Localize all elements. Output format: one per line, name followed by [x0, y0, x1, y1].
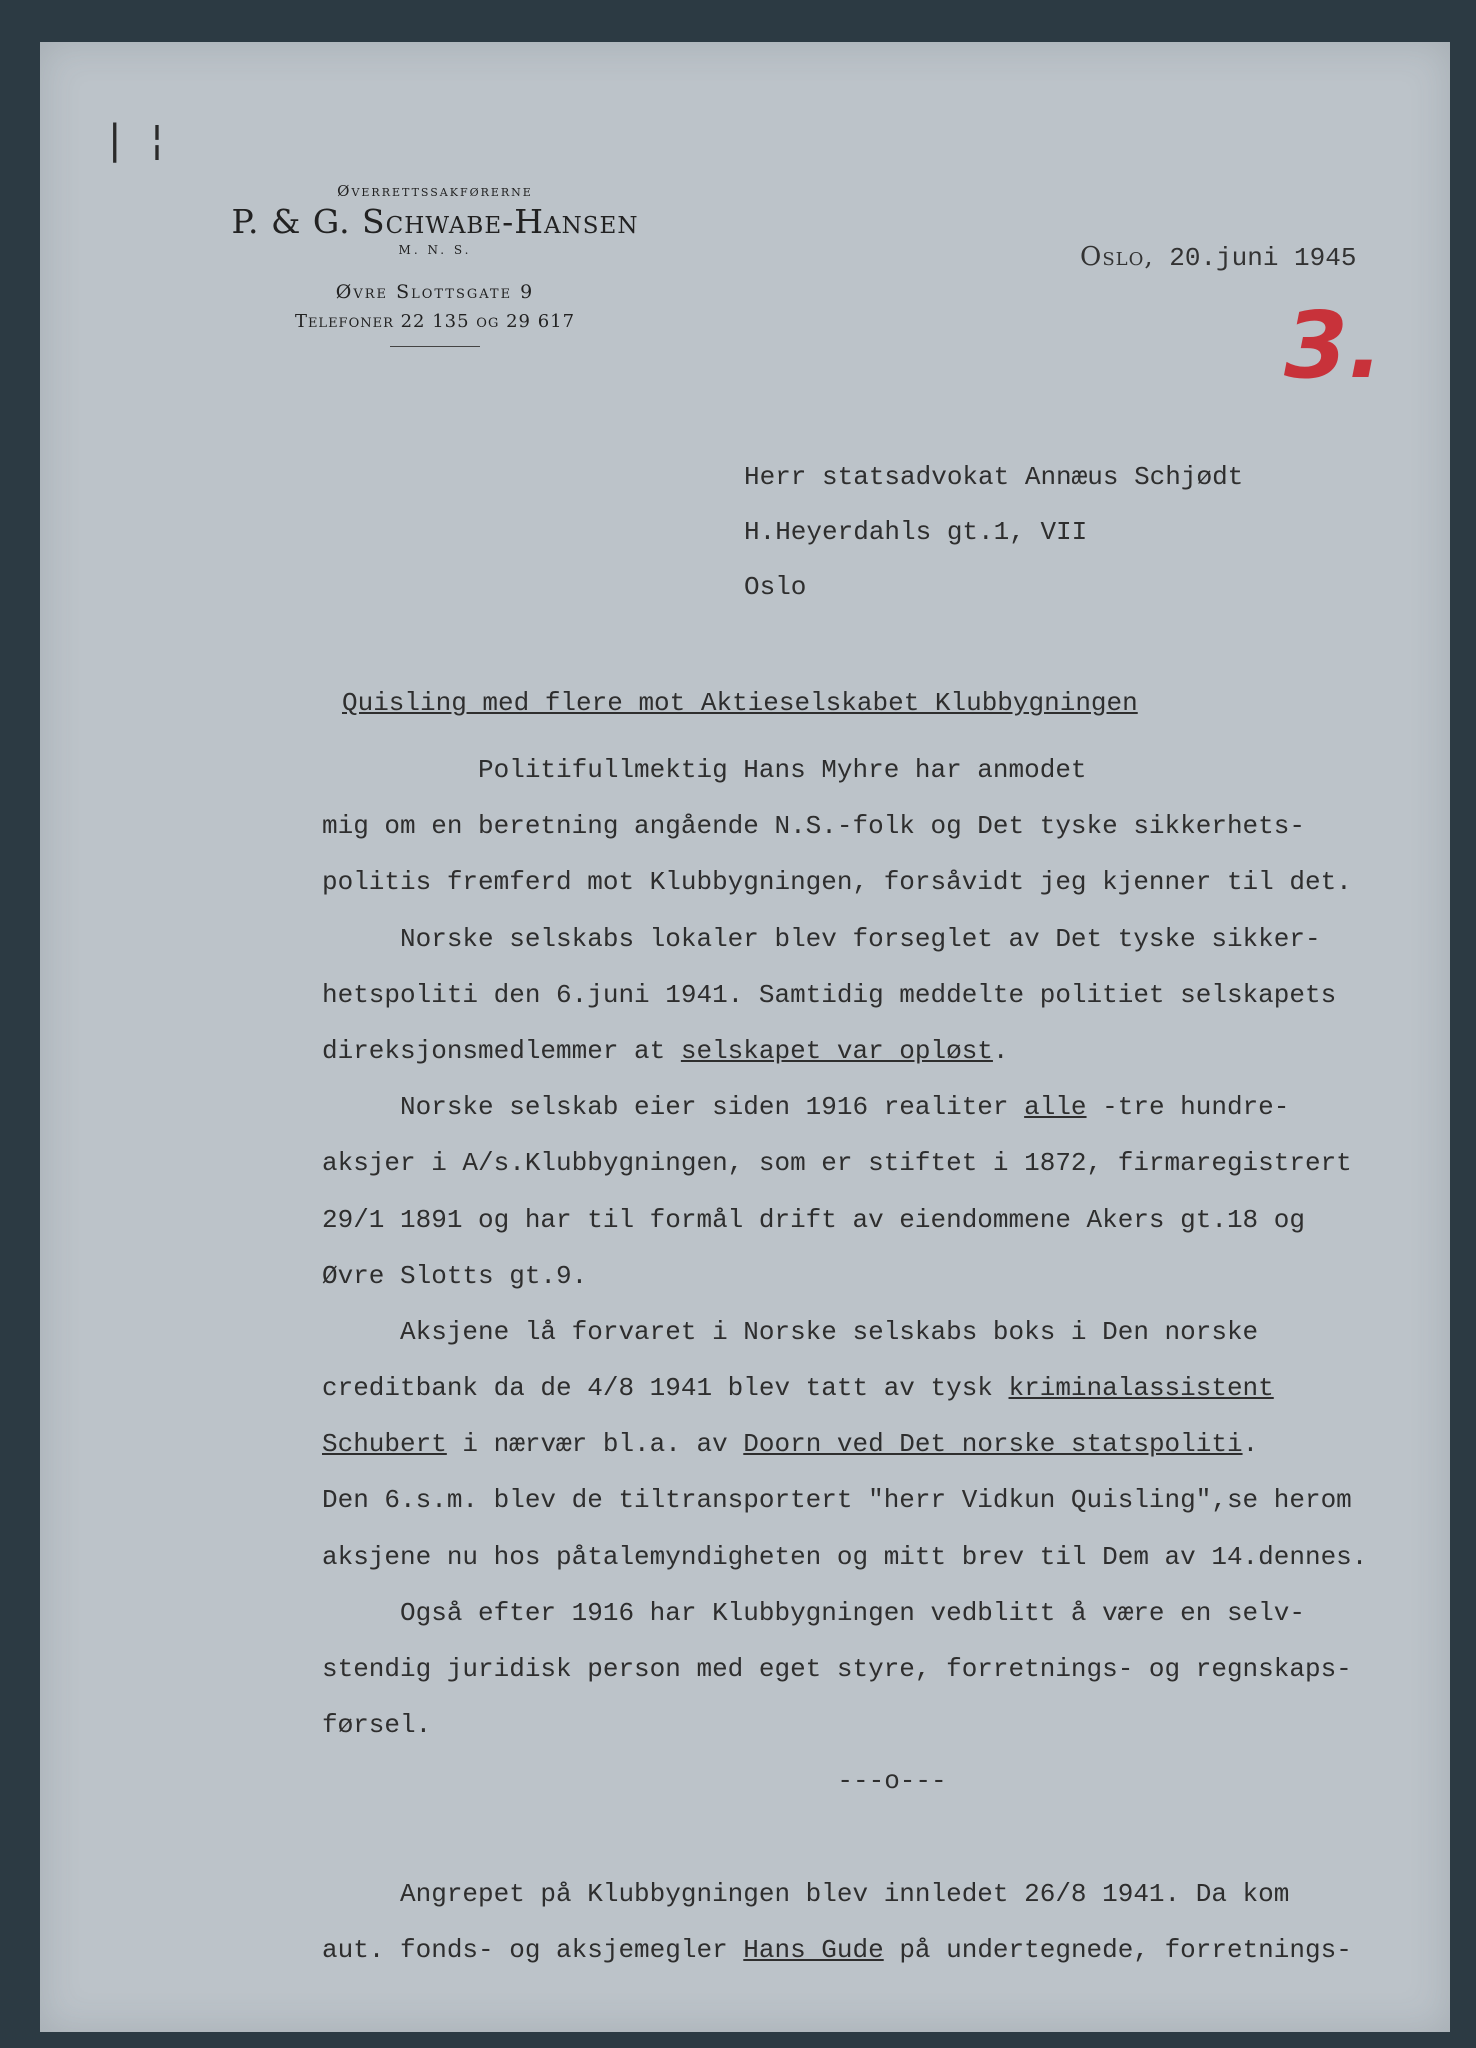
subject-line: Quisling med flere mot Aktieselskabet Klubbygningen — [342, 688, 1138, 718]
date-place: Oslo, — [1080, 242, 1154, 272]
section-separator: ---o--- — [837, 1766, 947, 1797]
handwritten-page-number: 3. — [1284, 292, 1383, 399]
margin-marks: | ¦ — [108, 117, 172, 163]
underlined-text: kriminalassistent — [1008, 1373, 1274, 1404]
letterhead — [200, 182, 670, 347]
body-line: creditbank da de 4/8 1941 blev tatt av tysk kriminalassistent — [322, 1373, 1274, 1404]
body-line: 29/1 1891 og har til formål drift av eiendommene Akers gt.18 og — [322, 1204, 1305, 1235]
body-line: Norske selskabs lokaler blev forseglet av Det tyske sikker- — [322, 923, 1321, 954]
body-line: Schubert i nærvær bl.a. av Doorn ved Det norske statspoliti. — [322, 1429, 1259, 1460]
document-page — [40, 42, 1450, 2032]
letter-body — [322, 742, 1462, 1978]
body-line: hetspoliti den 6.juni 1941. Samtidig meddelte politiet selskapets — [322, 979, 1337, 1010]
body-line: Angrepet på Klubbygningen blev innledet 26/8 1941. Da kom — [322, 1878, 1290, 1909]
letterhead-rule — [390, 346, 480, 347]
body-line: Norske selskab eier siden 1916 realiter alle -tre hundre- — [322, 1092, 1290, 1123]
recipient-line: H.Heyerdahls gt.1, VII — [744, 517, 1088, 547]
letterhead-phone: Telefoner 22 135 og 29 617 — [294, 311, 576, 332]
letterhead-suffix: M. N. S. — [398, 243, 472, 257]
spacer — [322, 1810, 1462, 1866]
body-line: Aksjene lå forvaret i Norske selskabs boks i Den norske — [322, 1316, 1259, 1347]
letterhead-title: Øverrettssakførerne — [337, 182, 533, 200]
recipient-line: Herr statsadvokat Annæus Schjødt — [744, 462, 1244, 492]
recipient-address — [744, 462, 1243, 627]
body-line: mig om en beretning angående N.S.-folk og Det tyske sikkerhets- — [322, 811, 1305, 842]
body-line: stendig juridisk person med eget styre, forretnings- og regnskaps- — [322, 1654, 1352, 1684]
body-line: Politifullmektig Hans Myhre har anmodet — [322, 755, 1087, 785]
underlined-text: Hans Gude — [743, 1934, 884, 1965]
recipient-line: Oslo — [744, 572, 807, 602]
body-line: aksjer i A/s.Klubbygningen, som er stiftet i 1872, firmaregistrert — [322, 1148, 1352, 1179]
letter-date — [1080, 242, 1356, 273]
underlined-text: selskapet var opløst — [680, 1035, 993, 1066]
body-line: politis fremferd mot Klubbygningen, forsåvidt jeg kjenner til det. — [322, 867, 1352, 898]
letterhead-firm-name: P. & G. Schwabe-Hansen — [231, 202, 639, 241]
body-line: førsel. — [322, 1710, 432, 1741]
date-text: 20.juni 1945 — [1169, 243, 1357, 273]
body-line: Øvre Slotts gt.9. — [322, 1260, 588, 1291]
body-line: aut. fonds- og aksjemegler Hans Gude på undertegnede, forretnings- — [322, 1934, 1352, 1965]
body-line: Også efter 1916 har Klubbygningen vedblitt å være en selv- — [322, 1597, 1305, 1628]
underlined-text: Doorn ved Det norske statspoliti — [743, 1429, 1243, 1460]
body-line: aksjene nu hos påtalemyndigheten og mitt brev til Dem av 14.dennes. — [322, 1541, 1368, 1572]
underlined-text: alle — [1024, 1092, 1087, 1123]
body-line: direksjonsmedlemmer at selskapet var opløst. — [322, 1035, 1009, 1066]
body-line: Den 6.s.m. blev de tiltransportert "herr Vidkun Quisling",se herom — [322, 1485, 1352, 1516]
underlined-text: Schubert — [322, 1429, 447, 1460]
letterhead-address: Øvre Slottsgate 9 — [335, 281, 535, 303]
